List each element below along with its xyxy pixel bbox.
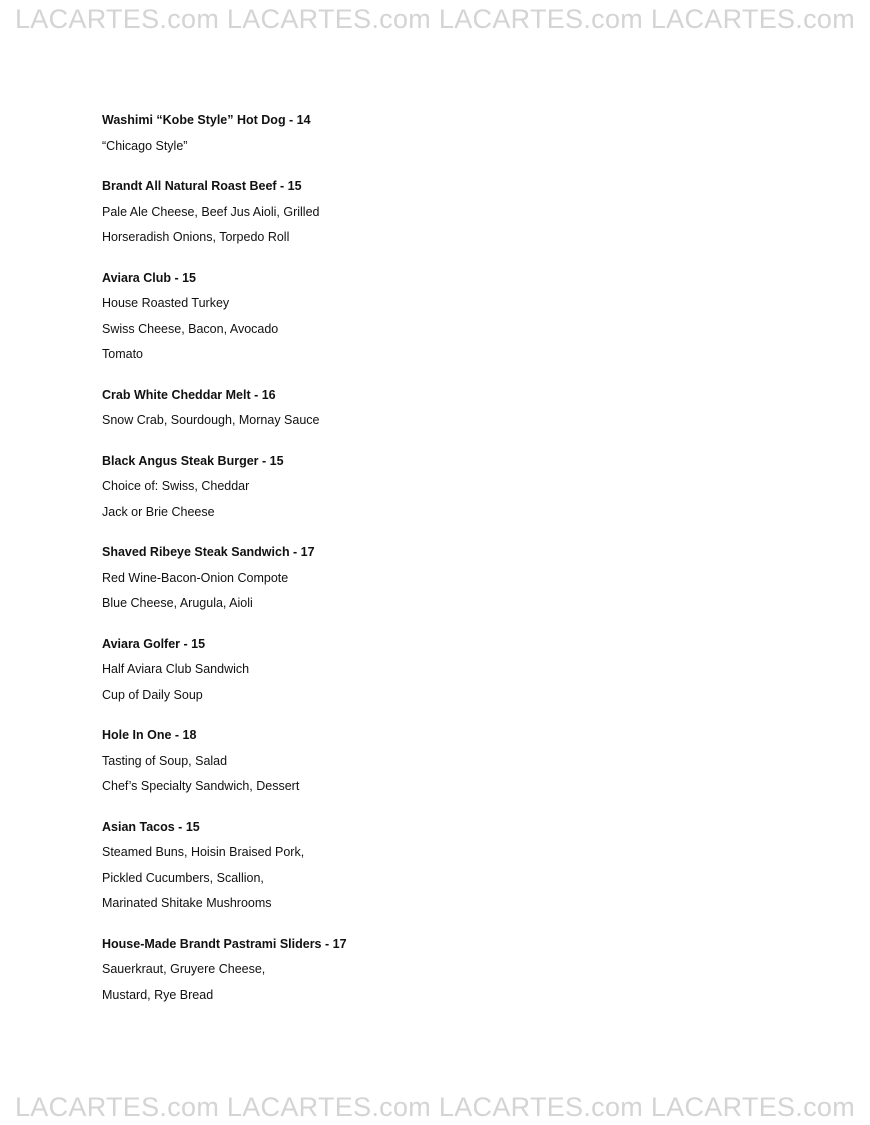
menu-item-description: Swiss Cheese, Bacon, Avocado: [102, 321, 279, 336]
menu-item-title: Aviara Club - 15: [102, 270, 197, 285]
menu-item-description: Choice of: Swiss, Cheddar: [102, 479, 250, 493]
menu-item-description: Pickled Cucumbers, Scallion,: [102, 870, 264, 885]
menu-item-description: “Chicago Style”: [102, 138, 188, 153]
menu-item: [102, 815, 702, 917]
menu-item-title: Asian Tacos - 15: [102, 819, 200, 834]
menu-item: [102, 383, 702, 434]
menu-item: [102, 632, 702, 709]
menu-list: [102, 108, 702, 1023]
menu-item-description: House Roasted Turkey: [102, 296, 230, 310]
menu-item: [102, 449, 702, 526]
menu-item-description: Horseradish Onions, Torpedo Roll: [102, 230, 290, 244]
menu-item: [102, 174, 702, 251]
menu-item-description: Chef’s Specialty Sandwich, Dessert: [102, 779, 300, 793]
menu-item-title: Black Angus Steak Burger - 15: [102, 453, 284, 468]
menu-item: [102, 266, 702, 368]
menu-item-description: Sauerkraut, Gruyere Cheese,: [102, 962, 266, 976]
menu-item-title: Hole In One - 18: [102, 728, 197, 742]
menu-item-description: Jack or Brie Cheese: [102, 504, 215, 519]
menu-item: [102, 932, 702, 1009]
menu-item-description: Marinated Shitake Mushrooms: [102, 896, 272, 910]
menu-item-description: Blue Cheese, Arugula, Aioli: [102, 596, 253, 610]
menu-item-description: Red Wine-Bacon-Onion Compote: [102, 570, 289, 585]
menu-item-description: Tomato: [102, 347, 143, 361]
watermark-top: LACARTES.com LACARTES.com LACARTES.com LACARTES.com: [14, 4, 856, 34]
watermark-bottom: LACARTES.com LACARTES.com LACARTES.com LACARTES.com: [14, 1092, 856, 1122]
menu-item: [102, 723, 702, 800]
menu-item-title: Brandt All Natural Roast Beef - 15: [102, 179, 302, 193]
menu-item-description: Pale Ale Cheese, Beef Jus Aioli, Grilled: [102, 204, 320, 219]
menu-item-description: Cup of Daily Soup: [102, 687, 203, 702]
menu-item-title: Washimi “Kobe Style” Hot Dog - 14: [102, 113, 311, 127]
menu-item-description: Mustard, Rye Bread: [102, 987, 214, 1002]
menu-item-description: Snow Crab, Sourdough, Mornay Sauce: [102, 413, 320, 427]
menu-item-title: Aviara Golfer - 15: [102, 636, 206, 651]
menu-item-title: Shaved Ribeye Steak Sandwich - 17: [102, 545, 315, 559]
menu-item-description: Steamed Buns, Hoisin Braised Pork,: [102, 845, 305, 859]
menu-item: [102, 540, 702, 617]
menu-item-description: Half Aviara Club Sandwich: [102, 662, 250, 676]
menu-item-title: Crab White Cheddar Melt - 16: [102, 387, 276, 402]
menu-item-description: Tasting of Soup, Salad: [102, 753, 228, 768]
menu-item: [102, 108, 702, 159]
menu-item-title: House-Made Brandt Pastrami Sliders - 17: [102, 936, 347, 951]
